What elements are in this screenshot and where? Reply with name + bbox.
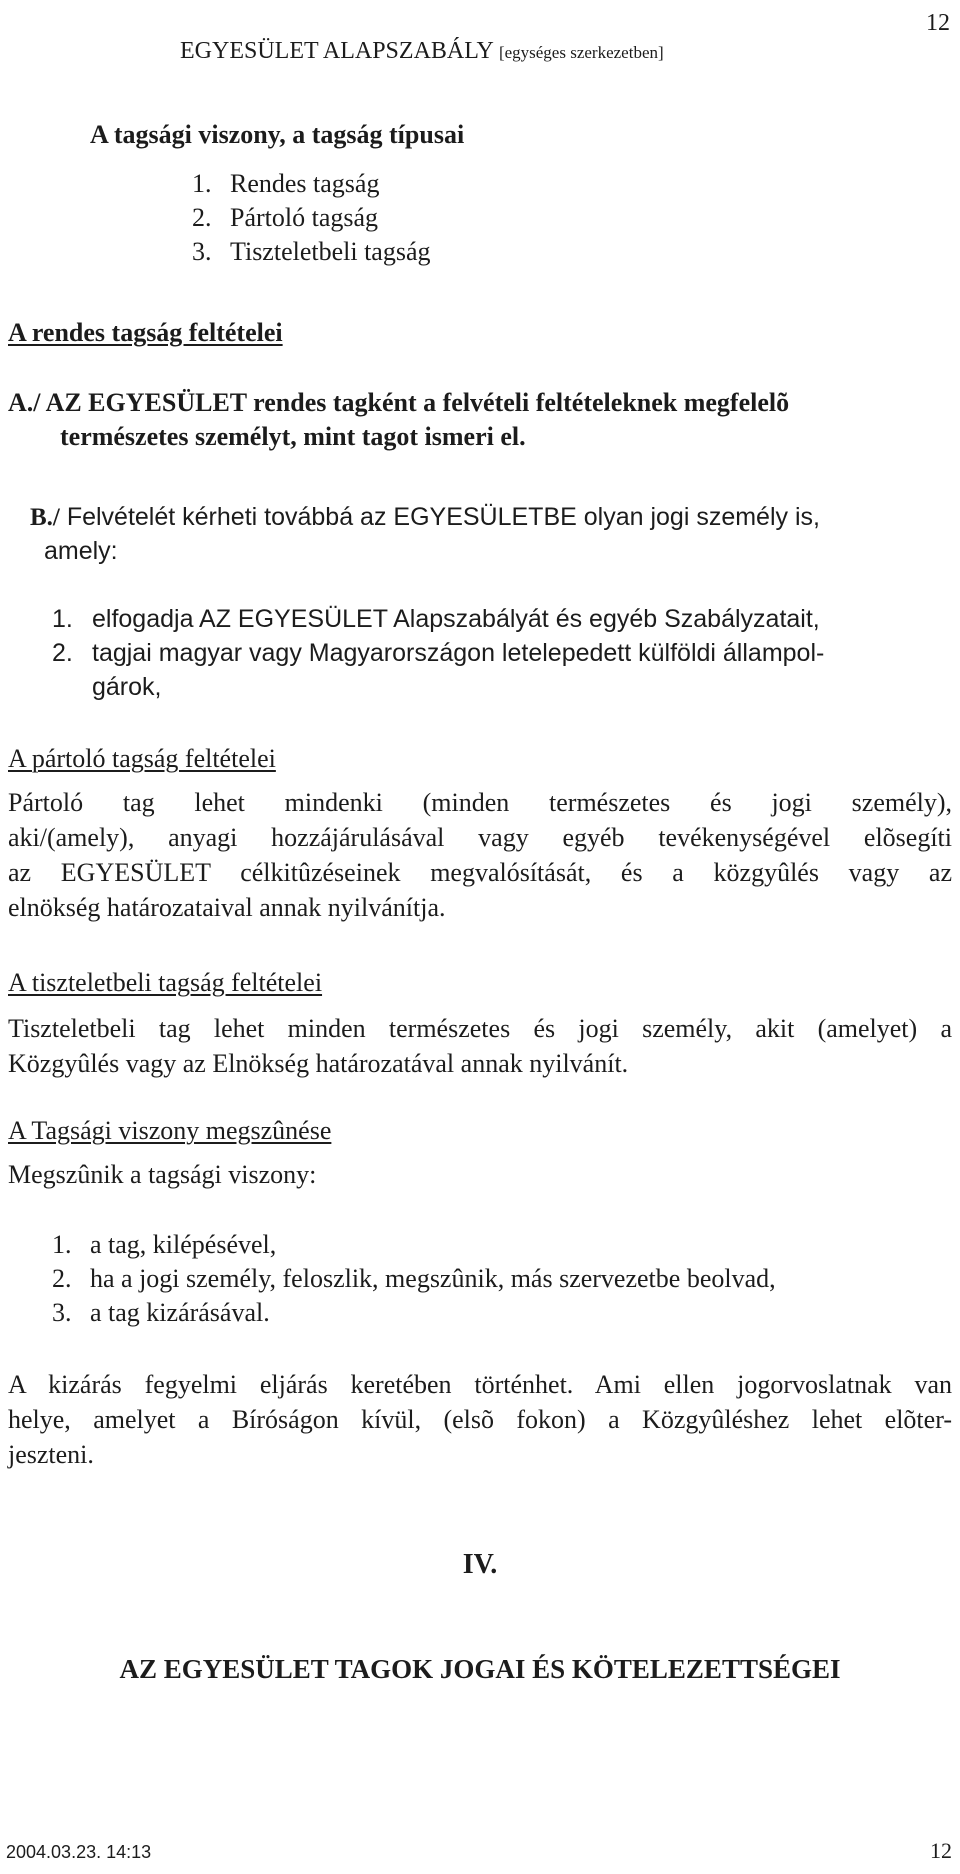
regular-a-line2: természetes személyt, mint tagot ismeri el. (60, 422, 526, 451)
membership-type-item: 1. Rendes tagság (192, 169, 380, 198)
honorary-heading: A tiszteletbeli tagság feltételei (8, 968, 323, 997)
footer-timestamp: 2004.03.23. 14:13 (6, 1842, 152, 1862)
termination-item: 3. a tag kizárásával. (52, 1298, 270, 1327)
regular-b-line2: amely: (44, 537, 118, 565)
regular-heading: A rendes tagság feltételei (8, 318, 283, 347)
running-header (180, 38, 664, 65)
footer-page-number: 12 (930, 1838, 952, 1863)
regular-condition-continuation: gárok, (92, 673, 162, 701)
header-page-number: 12 (926, 10, 950, 36)
membership-type-item: 2. Pártoló tagság (192, 203, 379, 232)
membership-heading: A tagsági viszony, a tagság típusai (90, 120, 465, 149)
regular-b-line1: B./ Felvételét kérheti továbbá az EGYESÜLETBE olyan jogi személy is, (30, 503, 820, 531)
supporting-line: aki/(amely), anyagi hozzájárulásával vagy egyéb tevékenységével elõsegíti (8, 823, 952, 852)
chapter-number: IV. (462, 1549, 498, 1580)
header-subtitle: [egységes szerkezetben] (498, 43, 664, 62)
header-title: EGYESÜLET ALAPSZABÁLY (180, 38, 493, 64)
membership-type-item: 3. Tiszteletbeli tagság (192, 237, 431, 266)
honorary-line: Közgyûlés vagy az Elnökség határozatával annak nyilvánít. (8, 1049, 629, 1078)
regular-a-line1: A./ AZ EGYESÜLET rendes tagként a felvételi feltételeknek megfelelõ (8, 388, 790, 417)
regular-condition-item: 2. tagjai magyar vagy Magyarországon letelepedett külföldi állampol- (52, 639, 825, 667)
supporting-line: elnökség határozataival annak nyilvánítja. (8, 893, 446, 922)
supporting-line: Pártoló tag lehet mindenki (minden természetes és jogi személy), (8, 788, 952, 817)
expulsion-line: helye, amelyet a Bíróságon kívül, (elsõ fokon) a Közgyûléshez lehet elõter- (8, 1405, 952, 1434)
supporting-line: az EGYESÜLET célkitûzéseinek megvalósítását, és a közgyûlés vagy az (8, 858, 952, 887)
termination-item: 1. a tag, kilépésével, (52, 1230, 277, 1259)
chapter-title: AZ EGYESÜLET TAGOK JOGAI ÉS KÖTELEZETTSÉGEI (119, 1654, 841, 1684)
termination-intro: Megszûnik a tagsági viszony: (8, 1160, 317, 1189)
termination-item: 2. ha a jogi személy, feloszlik, megszûnik, más szervezetbe beolvad, (52, 1264, 776, 1293)
expulsion-line: jeszteni. (8, 1440, 94, 1469)
termination-heading: A Tagsági viszony megszûnése (8, 1116, 332, 1145)
expulsion-line: A kizárás fegyelmi eljárás keretében történhet. Ami ellen jogorvoslatnak van (8, 1370, 952, 1399)
honorary-line: Tiszteletbeli tag lehet minden természetes és jogi személy, akit (amelyet) a (8, 1014, 952, 1043)
supporting-heading: A pártoló tagság feltételei (8, 744, 276, 773)
regular-condition-item: 1. elfogadja AZ EGYESÜLET Alapszabályát és egyéb Szabályzatait, (52, 605, 820, 633)
